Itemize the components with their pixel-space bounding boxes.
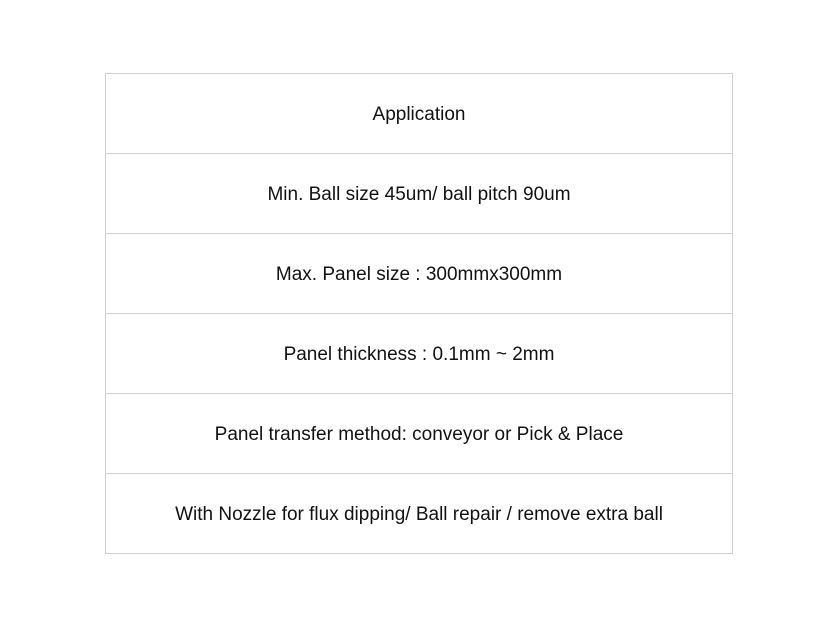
table-row: [106, 314, 733, 394]
panel-size-spec: Max. Panel size : 300mmx300mm: [275, 263, 563, 285]
table-cell: [106, 234, 733, 314]
transfer-method-spec: Panel transfer method: conveyor or Pick & Place: [214, 423, 624, 445]
table-cell: [106, 394, 733, 474]
application-header: Application: [372, 103, 466, 125]
table-cell: [106, 154, 733, 234]
table-cell: [106, 314, 733, 394]
table-cell: [106, 474, 733, 554]
ball-size-spec: Min. Ball size 45um/ ball pitch 90um: [267, 183, 571, 205]
spec-table: [105, 73, 733, 554]
table-row: [106, 394, 733, 474]
table-row: [106, 74, 733, 154]
table-row: [106, 234, 733, 314]
panel-thickness-spec: Panel thickness : 0.1mm ~ 2mm: [283, 343, 555, 365]
nozzle-spec: With Nozzle for flux dipping/ Ball repair / remove extra ball: [175, 503, 663, 525]
table-row: [106, 154, 733, 234]
table-cell: [106, 74, 733, 154]
table-row: [106, 474, 733, 554]
